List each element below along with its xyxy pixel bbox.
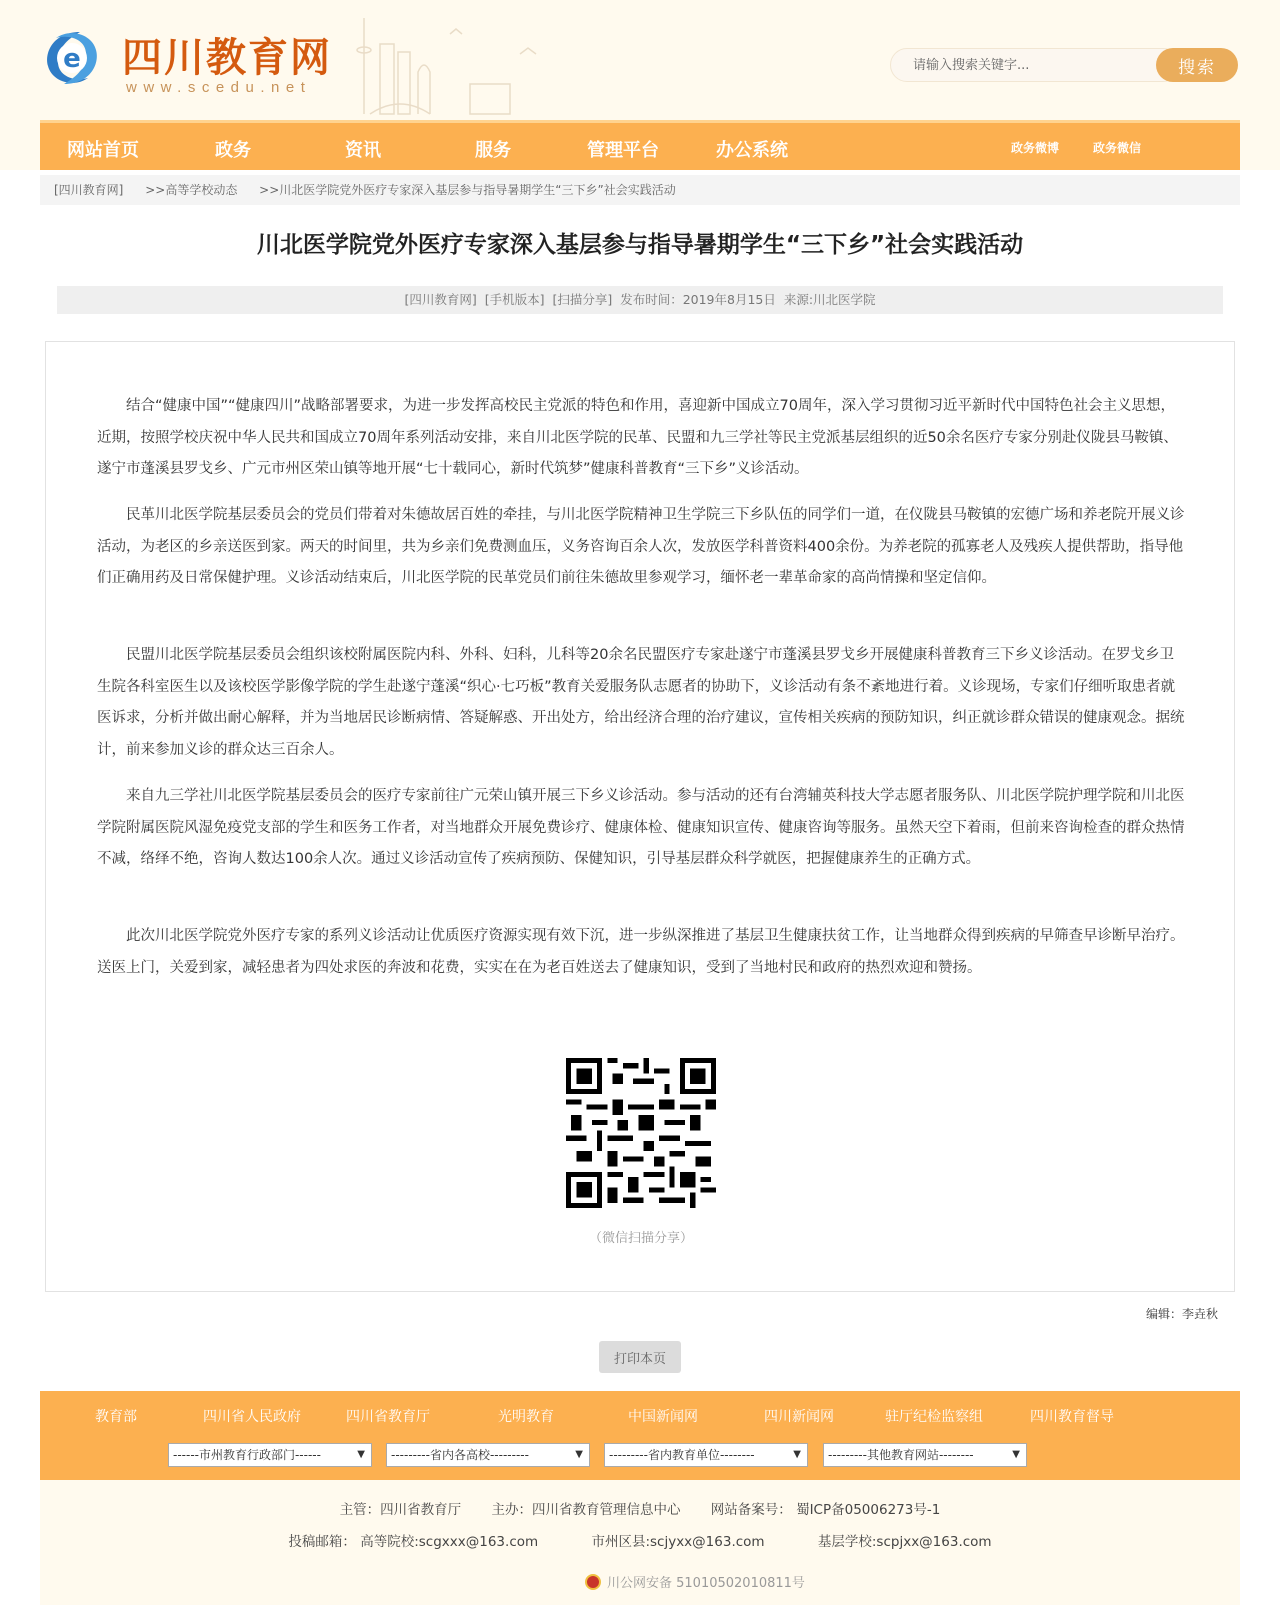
article-title: 川北医学院党外医疗专家深入基层参与指导暑期学生“三下乡”社会实践活动 xyxy=(256,232,1024,258)
breadcrumb-home[interactable]: [四川教育网] xyxy=(54,183,124,197)
select-universities[interactable]: ---------省内各高校--------- ▼ xyxy=(386,1443,590,1467)
footer xyxy=(40,1480,1240,1605)
nav-link-wechat[interactable]: 政务微信 xyxy=(1093,141,1142,155)
nav-item-government[interactable]: 政务 xyxy=(215,140,251,161)
editor-credit: 编辑：李垚秋 xyxy=(1145,1307,1218,1321)
qr-caption: （微信扫描分享） xyxy=(588,1231,693,1246)
select-edu-units[interactable]: ---------省内教育单位-------- ▼ xyxy=(604,1443,808,1467)
link-sichuan-gov[interactable]: 四川省人民政府 xyxy=(203,1409,301,1425)
nav-item-news[interactable]: 资讯 xyxy=(345,140,381,161)
site-logo-icon[interactable] xyxy=(40,26,104,90)
link-sichuan-news[interactable]: 四川新闻网 xyxy=(764,1409,834,1425)
nav-item-services[interactable]: 服务 xyxy=(475,140,511,161)
main-nav xyxy=(40,120,1240,170)
city-skyline-decoration xyxy=(350,14,550,118)
footer-info-line xyxy=(40,1498,1240,1518)
meta-mobile-link[interactable]: [手机版本] xyxy=(484,292,545,307)
meta-source: 来源:川北医学院 xyxy=(783,292,876,307)
link-guangming-edu[interactable]: 光明教育 xyxy=(498,1409,554,1425)
article-body xyxy=(45,341,1235,1292)
dropdown-arrow-icon: ▼ xyxy=(575,1449,583,1460)
select-other-sites[interactable]: ---------其他教育网站-------- ▼ xyxy=(823,1443,1027,1467)
svg-text:e: e xyxy=(63,44,81,74)
footer-police-record[interactable]: 川公网安备 51010502010811号 xyxy=(585,1572,805,1591)
article-paragraph: 民盟川北医学院基层委员会组织该校附属医院内科、外科、妇科，儿科等20余名民盟医疗专家赴遂宁市蓬溪县罗戈乡开展健康科普教育三下乡义诊活动。在罗戈乡卫生院各科室医生以及该校医学影像学院的学生赴遂宁蓬溪“织心·七巧板”教育关爱服务队志愿者的协助下，义诊活动有条不紊地进行着。义诊现场，专家们仔细听取患者就医诉求，分析并做出耐心解释，并为当地居民诊断病情、答疑解惑、开出处方，给出经济合理的治疗建议，宣传相关疾病的预防知识，纠正就诊群众错误的健康观念。据统计，前来参加义诊的群众达三百余人。 xyxy=(97,647,1185,758)
link-chinanews[interactable]: 中国新闻网 xyxy=(628,1409,698,1425)
search-bar xyxy=(890,48,1238,82)
site-url: www.scedu.net xyxy=(126,79,312,96)
link-discipline-inspection[interactable]: 驻厅纪检监察组 xyxy=(885,1409,983,1425)
dropdown-arrow-icon: ▼ xyxy=(1012,1449,1020,1460)
nav-item-home[interactable]: 网站首页 xyxy=(67,140,139,161)
search-input[interactable] xyxy=(890,48,1180,82)
article-paragraph: 结合“健康中国”“健康四川”战略部署要求，为进一步发挥高校民主党派的特色和作用，喜迎新中国成立70周年，深入学习贯彻习近平新时代中国特色社会主义思想，近期，按照学校庆祝中华人民共和国成立70周年系列活动安排，来自川北医学院的民革、民盟和九三学社等民主党派基层组织的近50余名医疗专家分别赴仪陇县马鞍镇、遂宁市蓬溪县罗戈乡、广元市州区荣山镇等地开展“七十载同心，新时代筑梦”健康科普教育“三下乡”义诊活动。 xyxy=(97,398,1178,477)
nav-item-management[interactable]: 管理平台 xyxy=(587,140,659,161)
search-button[interactable]: 搜索 xyxy=(1156,48,1238,82)
dropdown-arrow-icon: ▼ xyxy=(793,1449,801,1460)
article-paragraph: 来自九三学社川北医学院基层委员会的医疗专家前往广元荣山镇开展三下乡义诊活动。参与活动的还有台湾辅英科技大学志愿者服务队、川北医学院护理学院和川北医学院附属医院风湿免疫党支部的学生和医务工作者，对当地群众开展免费诊疗、健康体检、健康知识宣传、健康咨询等服务。虽然天空下着雨，但前来咨询检查的群众热情不减，络绎不绝，咨询人数达100余人次。通过义诊活动宣传了疾病预防、保健知识，引导基层群众科学就医，把握健康养生的正确方式。 xyxy=(97,788,1185,867)
site-title[interactable]: 四川教育网 xyxy=(122,35,332,81)
qr-code-image xyxy=(566,1058,716,1208)
footer-email-counties: 市州区县:scjyxx@163.com xyxy=(591,1534,765,1550)
article-paragraph: 民革川北医学院基层委员会的党员们带着对朱德故居百姓的牵挂，与川北医学院精神卫生学院三下乡队伍的同学们一道，在仪陇县马鞍镇的宏德广场和养老院开展义诊活动，为老区的乡亲送医到家。两天的时间里，共为乡亲们免费测血压，义务咨询百余人次，发放医学科普资料400余份。为养老院的孤寡老人及残疾人提供帮助，指导他们正确用药及日常保健护理。义诊活动结束后，川北医学院的民革党员们前往朱德故里参观学习，缅怀老一辈革命家的高尚情操和坚定信仰。 xyxy=(97,507,1185,586)
print-button[interactable]: 打印本页 xyxy=(599,1341,681,1373)
meta-site-link[interactable]: [四川教育网] xyxy=(404,292,477,307)
breadcrumb-current[interactable]: >>川北医学院党外医疗专家深入基层参与指导暑期学生“三下乡”社会实践活动 xyxy=(259,183,676,197)
select-city-edu-dept[interactable]: ------市州教育行政部门------ ▼ xyxy=(168,1443,372,1467)
link-moe[interactable]: 教育部 xyxy=(95,1409,137,1425)
footer-icp[interactable]: 网站备案号： 蜀ICP备05006273号-1 xyxy=(710,1502,941,1518)
link-edu-supervision[interactable]: 四川教育督导 xyxy=(1030,1409,1114,1425)
footer-email-line xyxy=(40,1530,1240,1550)
meta-share-link[interactable]: [扫描分享] xyxy=(552,292,613,307)
footer-email-universities: 投稿邮箱： 高等院校:scgxxx@163.com xyxy=(288,1534,539,1550)
nav-link-weibo[interactable]: 政务微博 xyxy=(1011,141,1060,155)
breadcrumb-category[interactable]: >>高等学校动态 xyxy=(145,183,238,197)
breadcrumb xyxy=(40,175,1240,205)
meta-publish-time: 发布时间：2019年8月15日 xyxy=(620,292,776,307)
footer-email-schools: 基层学校:scpjxx@163.com xyxy=(817,1534,992,1550)
police-badge-icon xyxy=(585,1574,601,1590)
footer-sponsor: 主办：四川省教育管理信息中心 xyxy=(491,1502,681,1518)
dropdown-arrow-icon: ▼ xyxy=(357,1449,365,1460)
article-paragraph: 此次川北医学院党外医疗专家的系列义诊活动让优质医疗资源实现有效下沉，进一步纵深推进了基层卫生健康扶贫工作，让当地群众得到疾病的早筛查早诊断早治疗。送医上门，关爱到家，减轻患者为四处求医的奔波和花费，实实在在为老百姓送去了健康知识，受到了当地村民和政府的热烈欢迎和赞扬。 xyxy=(97,928,1185,976)
article-meta xyxy=(57,286,1223,314)
nav-item-office[interactable]: 办公系统 xyxy=(716,140,788,161)
footer-supervisor: 主管：四川省教育厅 xyxy=(339,1502,462,1518)
footer-links-bar xyxy=(40,1391,1240,1480)
link-sichuan-edu-dept[interactable]: 四川省教育厅 xyxy=(346,1409,430,1425)
